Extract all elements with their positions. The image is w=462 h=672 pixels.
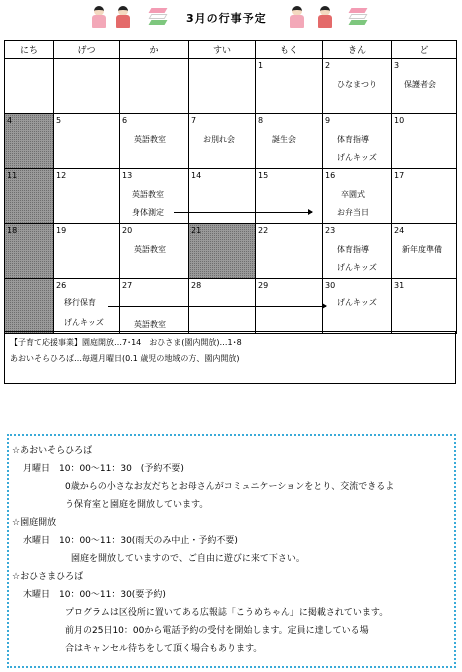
calendar-week-row bbox=[5, 114, 457, 169]
calendar-day-cell bbox=[256, 169, 323, 224]
event-label: 英語教室 bbox=[134, 320, 166, 329]
event-label: 保護者会 bbox=[404, 80, 436, 89]
weekday-header: げつ bbox=[54, 41, 120, 59]
event-label: 英語教室 bbox=[134, 245, 166, 254]
weekday-header: もく bbox=[256, 41, 323, 59]
day-number: 21 bbox=[191, 226, 202, 235]
calendar-day-cell bbox=[392, 114, 457, 169]
calendar-table bbox=[4, 40, 457, 334]
calendar-day-cell bbox=[392, 169, 457, 224]
calendar-week-row bbox=[5, 224, 457, 279]
hishimochi-icon bbox=[150, 8, 166, 26]
event-label: 移行保育 bbox=[64, 298, 96, 307]
day-number: 30 bbox=[325, 281, 336, 290]
section-desc-aoisora: 0歳からの小さなお友だちとお母さんがコミュニケーションをとり、交流できるよ bbox=[65, 482, 395, 492]
calendar-week-row bbox=[5, 59, 457, 114]
calendar-day-cell bbox=[5, 224, 54, 279]
section-title-garden: ☆園庭開放 bbox=[12, 518, 57, 528]
day-number: 29 bbox=[258, 281, 269, 290]
calendar-day-cell bbox=[256, 224, 323, 279]
event-label: 卒園式 bbox=[341, 190, 365, 199]
calendar-day-cell bbox=[5, 279, 54, 334]
calendar-day-cell bbox=[392, 279, 457, 334]
section-time-aoisora: 月曜日 10：00～11：30 (予約不要) bbox=[23, 464, 184, 474]
notes-line: あおいそらひろば…毎週月曜日(0.1 歳児の地域の方、園内開放) bbox=[10, 354, 240, 363]
event-label: 誕生会 bbox=[272, 135, 296, 144]
section-title-ohisama: ☆おひさまひろば bbox=[12, 572, 84, 582]
section-time-garden: 水曜日 10：00～11：30(雨天のみ中止・予約不要) bbox=[23, 536, 238, 546]
day-number: 14 bbox=[191, 171, 202, 180]
day-number: 9 bbox=[325, 116, 331, 125]
day-number: 3 bbox=[394, 61, 400, 70]
day-number: 22 bbox=[258, 226, 269, 235]
weekday-header: きん bbox=[323, 41, 392, 59]
day-number: 7 bbox=[191, 116, 197, 125]
day-number: 27 bbox=[122, 281, 133, 290]
section-desc-ohisama: 合はキャンセル待ちをして頂く場合もあります。 bbox=[65, 644, 263, 654]
calendar-day-cell bbox=[323, 114, 392, 169]
event-label: 英語教室 bbox=[134, 135, 166, 144]
event-label: 英語教室 bbox=[132, 190, 164, 199]
calendar-day-cell bbox=[54, 114, 120, 169]
calendar-day-cell bbox=[5, 114, 54, 169]
hina-doll-icon bbox=[290, 6, 304, 28]
calendar-day-cell bbox=[189, 114, 256, 169]
event-label: ひなまつり bbox=[337, 80, 377, 89]
calendar-day-cell bbox=[5, 59, 54, 114]
calendar-day-cell bbox=[323, 224, 392, 279]
event-span-arrow bbox=[108, 306, 326, 307]
calendar-day-cell bbox=[120, 114, 189, 169]
day-number: 16 bbox=[325, 171, 336, 180]
event-label: 身体測定 bbox=[132, 208, 164, 217]
calendar-day-cell bbox=[392, 59, 457, 114]
day-number: 8 bbox=[258, 116, 264, 125]
hina-doll-icon bbox=[116, 6, 130, 28]
support-program-notes bbox=[4, 331, 456, 384]
calendar-day-cell bbox=[5, 169, 54, 224]
day-number: 18 bbox=[7, 226, 18, 235]
weekday-header: すい bbox=[189, 41, 256, 59]
day-number: 6 bbox=[122, 116, 128, 125]
day-number: 11 bbox=[7, 171, 18, 180]
calendar-day-cell bbox=[120, 169, 189, 224]
calendar-day-cell bbox=[189, 59, 256, 114]
day-number: 4 bbox=[7, 116, 13, 125]
title-row bbox=[0, 0, 462, 36]
calendar-day-cell bbox=[54, 224, 120, 279]
calendar-day-cell bbox=[323, 169, 392, 224]
day-number: 31 bbox=[394, 281, 405, 290]
weekday-header: ど bbox=[392, 41, 457, 59]
section-title-aoisora: ☆あおいそらひろば bbox=[12, 446, 93, 456]
day-number: 17 bbox=[394, 171, 405, 180]
event-label: げんキッズ bbox=[337, 298, 377, 307]
event-label: 新年度準備 bbox=[402, 245, 442, 254]
calendar-week-row bbox=[5, 169, 457, 224]
weekday-header: にち bbox=[5, 41, 54, 59]
calendar-day-cell bbox=[54, 169, 120, 224]
event-label: げんキッズ bbox=[64, 318, 104, 327]
day-number: 28 bbox=[191, 281, 202, 290]
calendar-day-cell bbox=[323, 279, 392, 334]
calendar-day-cell bbox=[392, 224, 457, 279]
event-label: お別れ会 bbox=[203, 135, 235, 144]
day-number: 5 bbox=[56, 116, 62, 125]
section-time-ohisama: 木曜日 10：00～11：30(要予約) bbox=[23, 590, 166, 600]
page-title: 3月の行事予定 bbox=[186, 12, 267, 25]
event-span-arrow bbox=[174, 212, 312, 213]
notes-line: 【子育て応援事業】園庭開放…7･14 おひさま(園内開放)…1･8 bbox=[10, 338, 242, 347]
day-number: 23 bbox=[325, 226, 336, 235]
day-number: 10 bbox=[394, 116, 405, 125]
event-label: 体育指導 bbox=[337, 135, 369, 144]
day-number: 1 bbox=[258, 61, 264, 70]
weekday-header: か bbox=[120, 41, 189, 59]
day-number: 19 bbox=[56, 226, 67, 235]
hina-doll-icon bbox=[92, 6, 106, 28]
event-label: 体育指導 bbox=[337, 245, 369, 254]
weekday-header-row bbox=[5, 41, 457, 59]
day-number: 20 bbox=[122, 226, 133, 235]
day-number: 12 bbox=[56, 171, 67, 180]
calendar-day-cell bbox=[256, 59, 323, 114]
day-number: 24 bbox=[394, 226, 405, 235]
day-number: 15 bbox=[258, 171, 269, 180]
calendar-day-cell bbox=[189, 169, 256, 224]
day-number: 26 bbox=[56, 281, 67, 290]
section-desc-aoisora: う保育室と園庭を開放しています。 bbox=[65, 500, 209, 510]
info-box bbox=[7, 434, 456, 668]
calendar-day-cell bbox=[120, 59, 189, 114]
day-number: 13 bbox=[122, 171, 133, 180]
calendar-day-cell bbox=[256, 114, 323, 169]
calendar-day-cell bbox=[54, 59, 120, 114]
day-number: 2 bbox=[325, 61, 331, 70]
event-label: げんキッズ bbox=[337, 153, 377, 162]
section-desc-ohisama: プログラムは区役所に置いてある広報誌「こうめちゃん」に掲載されています。 bbox=[65, 608, 389, 618]
event-label: げんキッズ bbox=[337, 263, 377, 272]
calendar-day-cell bbox=[323, 59, 392, 114]
calendar-day-cell bbox=[189, 224, 256, 279]
hishimochi-icon bbox=[350, 8, 366, 26]
hina-doll-icon bbox=[318, 6, 332, 28]
section-desc-ohisama: 前月の25日10：00から電話予約の受付を開始します。定員に達している場 bbox=[65, 626, 369, 636]
event-label: お弁当日 bbox=[337, 208, 369, 217]
calendar-day-cell bbox=[120, 224, 189, 279]
section-desc-garden: 園庭を開放していますので、ご自由に遊びに来て下さい。 bbox=[71, 554, 305, 564]
